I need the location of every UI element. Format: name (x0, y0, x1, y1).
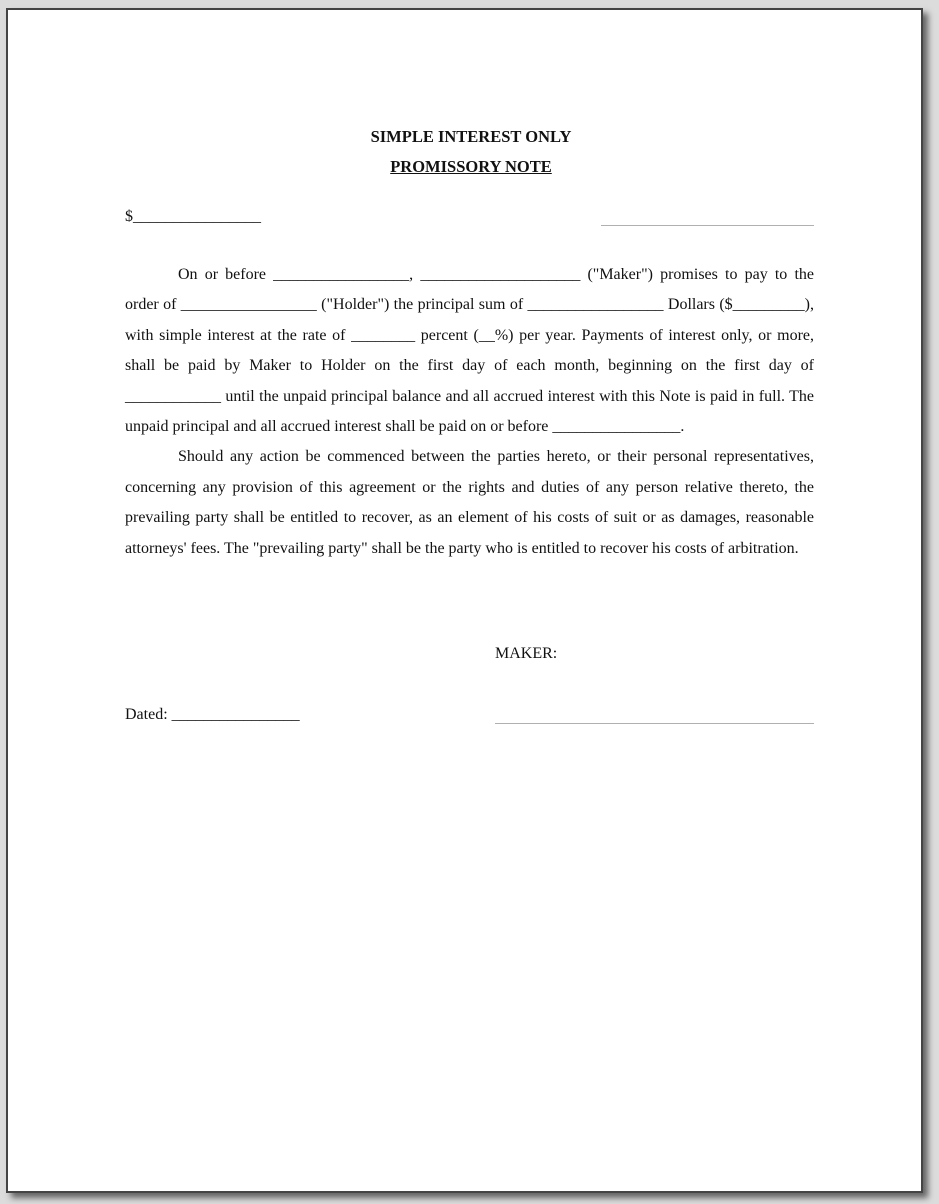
maker-signature-line (495, 723, 814, 724)
promissory-note (8, 10, 921, 1191)
dated-field: Dated: ________________ (125, 706, 300, 723)
document-page (6, 8, 923, 1193)
attorney-fees-paragraph: Should any action be commenced between the parties hereto, or their personal representatives, concerning any provision of this agreement or the rights and duties of any person relative thereto, the prevailing party shall be entitled to recover, as an element of his costs of suit or as damages, reasonable attorneys' fees. The "prevailing party" shall be the party who is entitled to recover his costs of arbitration. (125, 448, 814, 557)
payment-terms-paragraph: On or before _________________, ____________________ ("Maker") promises to pay to the order of _________________ ("Holder") the principal sum of _________________ Dollars ($_________), with simple interest at the rate of ________ percent (__%) per year. Payments of interest only, or more, shall be paid by Maker to Holder on the first day of each month, beginning on the first day of ____________ until the unpaid principal balance and all accrued interest with this Note is paid in full. The unpaid principal and all accrued interest shall be paid on or before ________________. (125, 266, 814, 436)
amount-field: $________________ (125, 208, 261, 225)
document-title: SIMPLE INTEREST ONLY (370, 127, 572, 146)
note-body (125, 260, 814, 564)
document-subtitle: PROMISSORY NOTE (390, 157, 552, 176)
maker-label: MAKER: (495, 645, 558, 662)
top-signature-line (601, 225, 814, 226)
